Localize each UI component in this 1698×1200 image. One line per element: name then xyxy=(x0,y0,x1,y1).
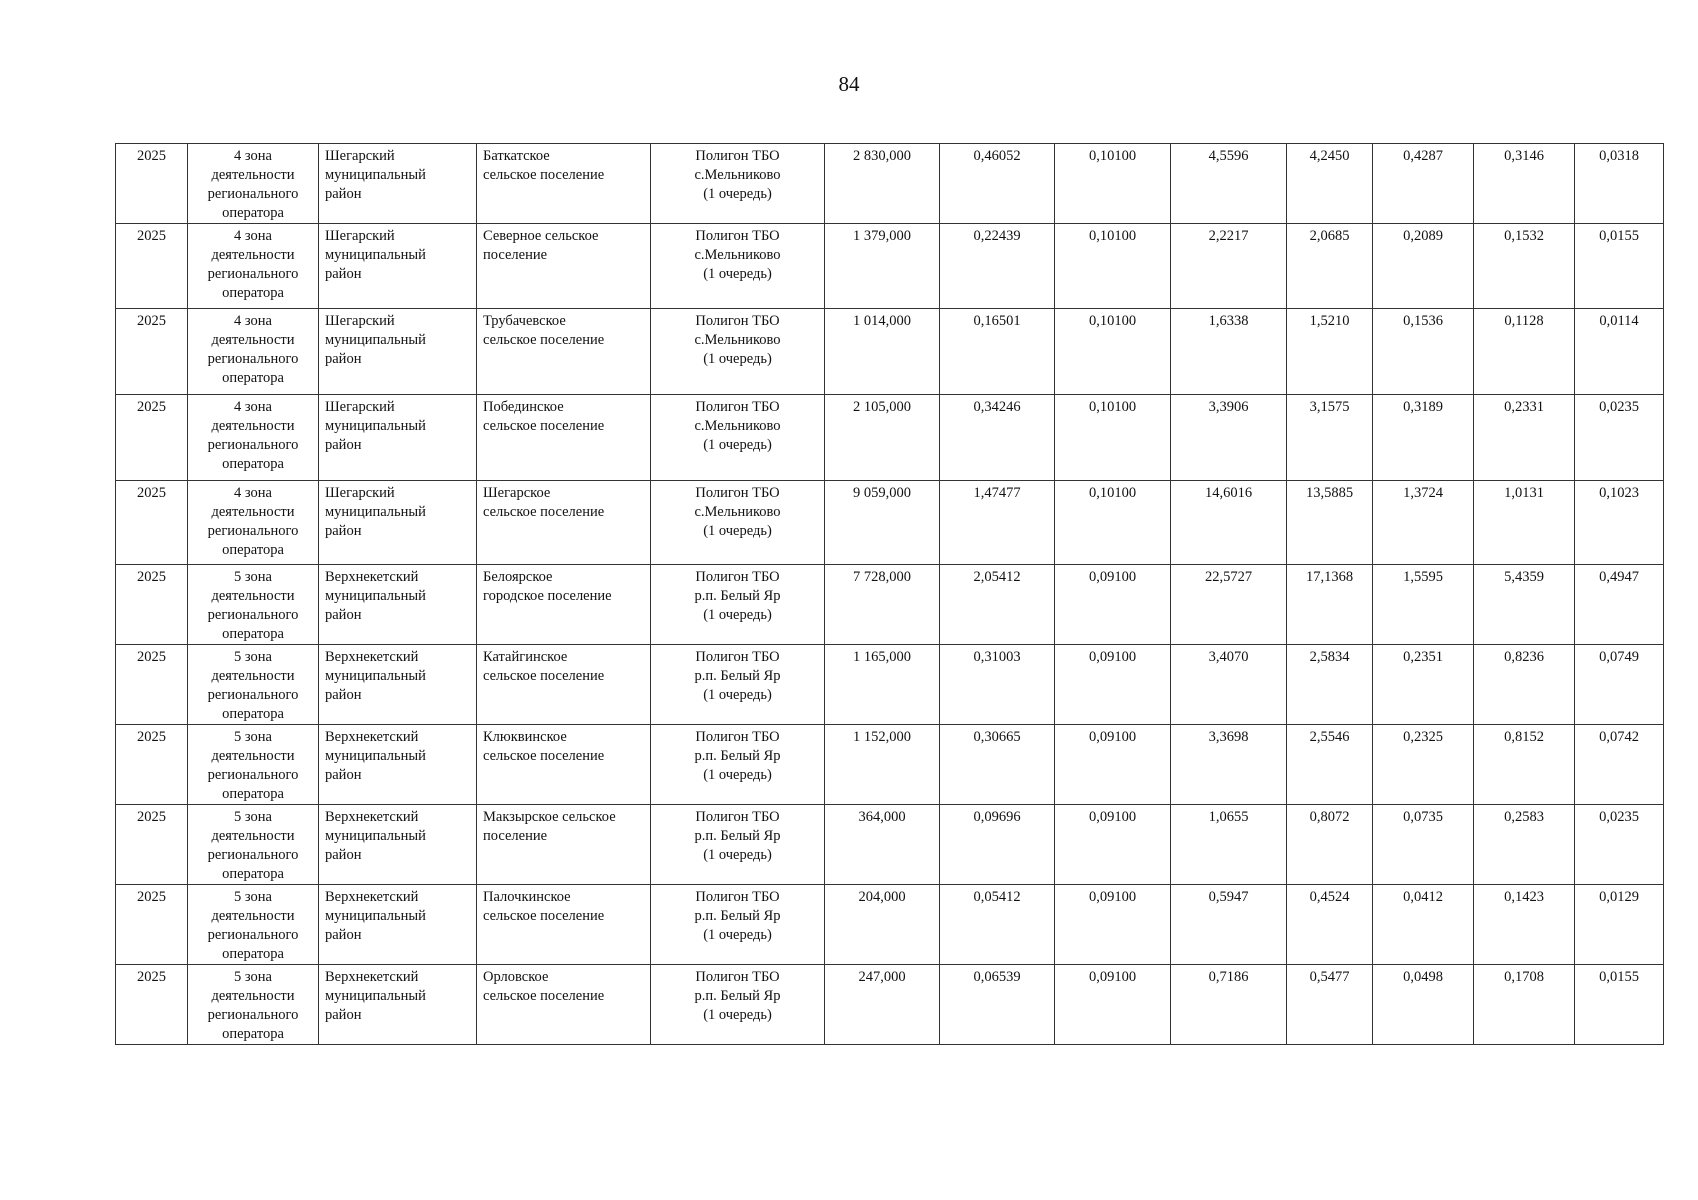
cell-settlement-line: Клюквинское xyxy=(483,729,567,745)
cell-value-4: 14,6016 xyxy=(1171,481,1287,565)
cell-value-8: 0,0155 xyxy=(1575,224,1664,309)
cell-value-1: 1 014,000 xyxy=(825,309,940,395)
cell-settlement xyxy=(477,481,651,565)
cell-value-7: 0,1532 xyxy=(1474,224,1575,309)
cell-value-5: 1,5210 xyxy=(1287,309,1373,395)
cell-value-8: 0,0114 xyxy=(1575,309,1664,395)
cell-settlement-line: Макзырское сельское xyxy=(483,809,616,825)
cell-facility-line: (1 очередь) xyxy=(703,437,772,453)
cell-district-line: муниципальный xyxy=(325,167,426,183)
cell-year: 2025 xyxy=(116,965,188,1045)
cell-zone-line: деятельности xyxy=(211,588,295,604)
cell-zone-line: 5 зона xyxy=(234,969,272,985)
cell-zone-line: деятельности xyxy=(211,908,295,924)
cell-value-6: 0,2351 xyxy=(1373,645,1474,725)
cell-year: 2025 xyxy=(116,309,188,395)
cell-zone xyxy=(188,805,319,885)
cell-value-4: 3,4070 xyxy=(1171,645,1287,725)
cell-value-5: 4,2450 xyxy=(1287,144,1373,224)
cell-district-line: муниципальный xyxy=(325,247,426,263)
cell-zone-line: регионального xyxy=(207,607,299,623)
cell-district-line: район xyxy=(325,687,362,703)
cell-zone-line: деятельности xyxy=(211,988,295,1004)
cell-value-3: 0,09100 xyxy=(1055,645,1171,725)
cell-settlement-line: Побединское xyxy=(483,399,564,415)
cell-facility-line: с.Мельниково xyxy=(694,247,781,263)
cell-value-7: 5,4359 xyxy=(1474,565,1575,645)
cell-zone-line: регионального xyxy=(207,767,299,783)
cell-zone-line: оператора xyxy=(222,1026,284,1042)
cell-facility-line: Полигон ТБО xyxy=(695,313,780,329)
cell-zone-line: регионального xyxy=(207,437,299,453)
cell-value-2: 0,34246 xyxy=(940,395,1055,481)
cell-district-line: муниципальный xyxy=(325,908,426,924)
cell-district-line: Шегарский xyxy=(325,399,395,415)
cell-zone-line: оператора xyxy=(222,205,284,221)
cell-zone-line: 5 зона xyxy=(234,729,272,745)
cell-zone xyxy=(188,645,319,725)
cell-settlement-line: Белоярское xyxy=(483,569,553,585)
cell-district-line: район xyxy=(325,767,362,783)
cell-value-3: 0,10100 xyxy=(1055,224,1171,309)
cell-facility-line: Полигон ТБО xyxy=(695,649,780,665)
cell-zone-line: деятельности xyxy=(211,748,295,764)
table-row xyxy=(116,805,1664,885)
cell-facility-line: (1 очередь) xyxy=(703,351,772,367)
cell-facility-line: с.Мельниково xyxy=(694,418,781,434)
table-body xyxy=(116,144,1664,1045)
cell-facility-line: Полигон ТБО xyxy=(695,228,780,244)
table-row xyxy=(116,885,1664,965)
cell-zone-line: оператора xyxy=(222,946,284,962)
cell-facility-line: (1 очередь) xyxy=(703,1007,772,1023)
cell-zone xyxy=(188,144,319,224)
cell-value-2: 1,47477 xyxy=(940,481,1055,565)
cell-settlement-line: сельское поселение xyxy=(483,908,605,924)
cell-facility-line: Полигон ТБО xyxy=(695,809,780,825)
cell-value-1: 2 105,000 xyxy=(825,395,940,481)
cell-value-4: 1,6338 xyxy=(1171,309,1287,395)
cell-district xyxy=(319,965,477,1045)
cell-year: 2025 xyxy=(116,144,188,224)
waste-data-table xyxy=(115,143,1664,1045)
cell-zone-line: 4 зона xyxy=(234,399,272,415)
cell-value-4: 0,5947 xyxy=(1171,885,1287,965)
cell-value-1: 7 728,000 xyxy=(825,565,940,645)
cell-settlement-line: поселение xyxy=(483,247,548,263)
cell-settlement xyxy=(477,395,651,481)
cell-facility-line: с.Мельниково xyxy=(694,167,781,183)
cell-value-3: 0,09100 xyxy=(1055,565,1171,645)
cell-settlement-line: сельское поселение xyxy=(483,668,605,684)
cell-settlement-line: сельское поселение xyxy=(483,748,605,764)
cell-zone-line: оператора xyxy=(222,542,284,558)
cell-settlement-line: сельское поселение xyxy=(483,418,605,434)
cell-value-2: 0,16501 xyxy=(940,309,1055,395)
cell-zone-line: регионального xyxy=(207,186,299,202)
cell-value-4: 3,3906 xyxy=(1171,395,1287,481)
cell-district-line: район xyxy=(325,607,362,623)
cell-facility-line: с.Мельниково xyxy=(694,504,781,520)
cell-facility-line: р.п. Белый Яр xyxy=(694,988,781,1004)
cell-value-5: 3,1575 xyxy=(1287,395,1373,481)
cell-district xyxy=(319,725,477,805)
cell-value-1: 2 830,000 xyxy=(825,144,940,224)
cell-value-2: 0,31003 xyxy=(940,645,1055,725)
cell-zone-line: регионального xyxy=(207,523,299,539)
cell-facility xyxy=(651,565,825,645)
cell-facility-line: (1 очередь) xyxy=(703,847,772,863)
cell-zone-line: оператора xyxy=(222,706,284,722)
cell-district-line: район xyxy=(325,927,362,943)
cell-zone-line: деятельности xyxy=(211,828,295,844)
cell-value-8: 0,0742 xyxy=(1575,725,1664,805)
cell-zone-line: оператора xyxy=(222,626,284,642)
cell-settlement-line: Катайгинское xyxy=(483,649,568,665)
cell-district xyxy=(319,565,477,645)
cell-value-7: 0,3146 xyxy=(1474,144,1575,224)
cell-facility xyxy=(651,144,825,224)
cell-value-5: 2,0685 xyxy=(1287,224,1373,309)
table-row xyxy=(116,565,1664,645)
table-row xyxy=(116,395,1664,481)
cell-facility-line: р.п. Белый Яр xyxy=(694,588,781,604)
cell-zone-line: регионального xyxy=(207,351,299,367)
cell-value-1: 247,000 xyxy=(825,965,940,1045)
cell-facility-line: Полигон ТБО xyxy=(695,889,780,905)
cell-value-8: 0,0155 xyxy=(1575,965,1664,1045)
cell-value-7: 0,8236 xyxy=(1474,645,1575,725)
cell-zone-line: регионального xyxy=(207,687,299,703)
cell-year: 2025 xyxy=(116,885,188,965)
table-row xyxy=(116,645,1664,725)
cell-settlement xyxy=(477,805,651,885)
cell-zone xyxy=(188,481,319,565)
cell-value-7: 0,2583 xyxy=(1474,805,1575,885)
cell-facility-line: (1 очередь) xyxy=(703,687,772,703)
cell-zone-line: регионального xyxy=(207,266,299,282)
cell-district-line: муниципальный xyxy=(325,828,426,844)
cell-value-6: 0,2325 xyxy=(1373,725,1474,805)
cell-district-line: муниципальный xyxy=(325,418,426,434)
cell-district-line: Шегарский xyxy=(325,148,395,164)
cell-zone-line: 5 зона xyxy=(234,809,272,825)
cell-zone-line: оператора xyxy=(222,786,284,802)
cell-district xyxy=(319,309,477,395)
cell-settlement-line: сельское поселение xyxy=(483,988,605,1004)
cell-facility xyxy=(651,481,825,565)
cell-value-8: 0,0749 xyxy=(1575,645,1664,725)
cell-district-line: район xyxy=(325,1007,362,1023)
cell-zone-line: оператора xyxy=(222,370,284,386)
cell-value-5: 17,1368 xyxy=(1287,565,1373,645)
cell-value-2: 0,05412 xyxy=(940,885,1055,965)
cell-value-5: 2,5834 xyxy=(1287,645,1373,725)
cell-value-8: 0,4947 xyxy=(1575,565,1664,645)
cell-zone-line: деятельности xyxy=(211,247,295,263)
cell-value-5: 0,4524 xyxy=(1287,885,1373,965)
cell-value-8: 0,0129 xyxy=(1575,885,1664,965)
cell-value-3: 0,09100 xyxy=(1055,885,1171,965)
cell-facility xyxy=(651,645,825,725)
cell-district-line: Верхнекетский xyxy=(325,569,419,585)
cell-settlement xyxy=(477,309,651,395)
cell-facility xyxy=(651,805,825,885)
cell-facility-line: (1 очередь) xyxy=(703,607,772,623)
cell-district-line: Верхнекетский xyxy=(325,729,419,745)
cell-facility-line: Полигон ТБО xyxy=(695,969,780,985)
cell-district xyxy=(319,805,477,885)
cell-value-6: 0,0498 xyxy=(1373,965,1474,1045)
cell-value-2: 0,06539 xyxy=(940,965,1055,1045)
cell-facility-line: с.Мельниково xyxy=(694,332,781,348)
cell-value-8: 0,0235 xyxy=(1575,805,1664,885)
cell-year: 2025 xyxy=(116,224,188,309)
cell-value-5: 0,8072 xyxy=(1287,805,1373,885)
cell-value-2: 0,30665 xyxy=(940,725,1055,805)
cell-district-line: район xyxy=(325,437,362,453)
cell-settlement xyxy=(477,965,651,1045)
cell-district-line: Верхнекетский xyxy=(325,889,419,905)
cell-settlement-line: сельское поселение xyxy=(483,332,605,348)
cell-value-7: 0,8152 xyxy=(1474,725,1575,805)
cell-facility-line: Полигон ТБО xyxy=(695,399,780,415)
cell-value-1: 1 165,000 xyxy=(825,645,940,725)
cell-value-1: 1 379,000 xyxy=(825,224,940,309)
cell-value-6: 0,3189 xyxy=(1373,395,1474,481)
cell-year: 2025 xyxy=(116,395,188,481)
cell-facility-line: Полигон ТБО xyxy=(695,148,780,164)
cell-facility-line: Полигон ТБО xyxy=(695,485,780,501)
cell-value-6: 0,4287 xyxy=(1373,144,1474,224)
cell-district xyxy=(319,144,477,224)
cell-zone-line: 4 зона xyxy=(234,313,272,329)
cell-value-6: 1,5595 xyxy=(1373,565,1474,645)
cell-value-6: 1,3724 xyxy=(1373,481,1474,565)
cell-facility-line: р.п. Белый Яр xyxy=(694,668,781,684)
cell-settlement-line: городское поселение xyxy=(483,588,612,604)
cell-zone-line: 5 зона xyxy=(234,649,272,665)
cell-settlement-line: Орловское xyxy=(483,969,549,985)
cell-value-4: 0,7186 xyxy=(1171,965,1287,1045)
cell-district xyxy=(319,885,477,965)
cell-facility-line: (1 очередь) xyxy=(703,927,772,943)
cell-zone-line: 5 зона xyxy=(234,889,272,905)
table-row xyxy=(116,309,1664,395)
cell-zone xyxy=(188,224,319,309)
cell-facility-line: р.п. Белый Яр xyxy=(694,748,781,764)
cell-value-4: 1,0655 xyxy=(1171,805,1287,885)
cell-value-3: 0,09100 xyxy=(1055,805,1171,885)
cell-value-7: 0,2331 xyxy=(1474,395,1575,481)
cell-facility-line: (1 очередь) xyxy=(703,767,772,783)
cell-value-6: 0,0735 xyxy=(1373,805,1474,885)
cell-value-3: 0,09100 xyxy=(1055,725,1171,805)
cell-settlement xyxy=(477,144,651,224)
cell-facility-line: (1 очередь) xyxy=(703,266,772,282)
cell-district-line: муниципальный xyxy=(325,988,426,1004)
cell-zone-line: деятельности xyxy=(211,418,295,434)
cell-value-2: 2,05412 xyxy=(940,565,1055,645)
table-row xyxy=(116,144,1664,224)
cell-district xyxy=(319,224,477,309)
cell-zone-line: 4 зона xyxy=(234,148,272,164)
cell-value-3: 0,10100 xyxy=(1055,309,1171,395)
cell-settlement-line: поселение xyxy=(483,828,548,844)
cell-district-line: Шегарский xyxy=(325,485,395,501)
cell-district-line: район xyxy=(325,186,362,202)
cell-value-4: 4,5596 xyxy=(1171,144,1287,224)
cell-year: 2025 xyxy=(116,645,188,725)
cell-value-4: 3,3698 xyxy=(1171,725,1287,805)
cell-value-8: 0,1023 xyxy=(1575,481,1664,565)
cell-zone-line: оператора xyxy=(222,866,284,882)
cell-district-line: район xyxy=(325,266,362,282)
cell-district-line: район xyxy=(325,847,362,863)
cell-facility xyxy=(651,309,825,395)
cell-zone-line: 4 зона xyxy=(234,228,272,244)
cell-zone xyxy=(188,565,319,645)
cell-district xyxy=(319,481,477,565)
cell-year: 2025 xyxy=(116,481,188,565)
cell-zone xyxy=(188,395,319,481)
cell-district-line: район xyxy=(325,351,362,367)
cell-settlement xyxy=(477,885,651,965)
cell-district-line: муниципальный xyxy=(325,332,426,348)
cell-zone-line: 5 зона xyxy=(234,569,272,585)
cell-facility xyxy=(651,725,825,805)
cell-facility-line: Полигон ТБО xyxy=(695,569,780,585)
cell-value-4: 22,5727 xyxy=(1171,565,1287,645)
cell-value-5: 13,5885 xyxy=(1287,481,1373,565)
table-row xyxy=(116,965,1664,1045)
cell-value-5: 2,5546 xyxy=(1287,725,1373,805)
cell-value-3: 0,10100 xyxy=(1055,144,1171,224)
cell-district xyxy=(319,645,477,725)
cell-settlement-line: Палочкинское xyxy=(483,889,571,905)
cell-value-4: 2,2217 xyxy=(1171,224,1287,309)
cell-facility-line: Полигон ТБО xyxy=(695,729,780,745)
cell-value-6: 0,1536 xyxy=(1373,309,1474,395)
cell-value-7: 1,0131 xyxy=(1474,481,1575,565)
cell-zone-line: деятельности xyxy=(211,167,295,183)
cell-value-2: 0,09696 xyxy=(940,805,1055,885)
cell-settlement-line: сельское поселение xyxy=(483,167,605,183)
cell-district-line: муниципальный xyxy=(325,504,426,520)
cell-zone-line: регионального xyxy=(207,847,299,863)
cell-settlement-line: Баткатское xyxy=(483,148,550,164)
cell-zone xyxy=(188,309,319,395)
cell-settlement xyxy=(477,565,651,645)
cell-value-3: 0,09100 xyxy=(1055,965,1171,1045)
cell-facility xyxy=(651,965,825,1045)
cell-settlement xyxy=(477,224,651,309)
cell-facility-line: (1 очередь) xyxy=(703,523,772,539)
cell-year: 2025 xyxy=(116,565,188,645)
cell-district-line: район xyxy=(325,523,362,539)
cell-zone-line: оператора xyxy=(222,285,284,301)
cell-value-1: 1 152,000 xyxy=(825,725,940,805)
cell-zone-line: деятельности xyxy=(211,332,295,348)
cell-value-7: 0,1423 xyxy=(1474,885,1575,965)
cell-value-2: 0,22439 xyxy=(940,224,1055,309)
cell-zone-line: деятельности xyxy=(211,668,295,684)
cell-facility-line: р.п. Белый Яр xyxy=(694,828,781,844)
cell-value-6: 0,0412 xyxy=(1373,885,1474,965)
cell-value-1: 9 059,000 xyxy=(825,481,940,565)
cell-district-line: муниципальный xyxy=(325,748,426,764)
cell-district-line: Шегарский xyxy=(325,313,395,329)
cell-value-3: 0,10100 xyxy=(1055,395,1171,481)
cell-settlement-line: Северное сельское xyxy=(483,228,599,244)
cell-settlement xyxy=(477,725,651,805)
cell-value-1: 364,000 xyxy=(825,805,940,885)
cell-value-8: 0,0235 xyxy=(1575,395,1664,481)
table-row xyxy=(116,481,1664,565)
cell-settlement-line: Шегарское xyxy=(483,485,551,501)
cell-value-7: 0,1708 xyxy=(1474,965,1575,1045)
cell-facility-line: (1 очередь) xyxy=(703,186,772,202)
cell-settlement xyxy=(477,645,651,725)
cell-settlement-line: Трубачевское xyxy=(483,313,566,329)
cell-zone xyxy=(188,965,319,1045)
cell-value-7: 0,1128 xyxy=(1474,309,1575,395)
table-row xyxy=(116,725,1664,805)
cell-district-line: Верхнекетский xyxy=(325,809,419,825)
cell-zone-line: 4 зона xyxy=(234,485,272,501)
cell-district-line: Шегарский xyxy=(325,228,395,244)
cell-zone-line: регионального xyxy=(207,1007,299,1023)
cell-district xyxy=(319,395,477,481)
cell-facility xyxy=(651,885,825,965)
cell-zone-line: оператора xyxy=(222,456,284,472)
cell-value-5: 0,5477 xyxy=(1287,965,1373,1045)
cell-facility-line: р.п. Белый Яр xyxy=(694,908,781,924)
cell-district-line: муниципальный xyxy=(325,588,426,604)
cell-value-2: 0,46052 xyxy=(940,144,1055,224)
cell-facility xyxy=(651,224,825,309)
cell-value-3: 0,10100 xyxy=(1055,481,1171,565)
cell-zone-line: деятельности xyxy=(211,504,295,520)
cell-settlement-line: сельское поселение xyxy=(483,504,605,520)
cell-value-6: 0,2089 xyxy=(1373,224,1474,309)
page-number: 84 xyxy=(838,72,860,96)
cell-value-8: 0,0318 xyxy=(1575,144,1664,224)
cell-zone-line: регионального xyxy=(207,927,299,943)
cell-year: 2025 xyxy=(116,805,188,885)
cell-district-line: Верхнекетский xyxy=(325,969,419,985)
cell-zone xyxy=(188,885,319,965)
cell-value-1: 204,000 xyxy=(825,885,940,965)
cell-district-line: Верхнекетский xyxy=(325,649,419,665)
cell-zone xyxy=(188,725,319,805)
cell-district-line: муниципальный xyxy=(325,668,426,684)
table-row xyxy=(116,224,1664,309)
cell-year: 2025 xyxy=(116,725,188,805)
cell-facility xyxy=(651,395,825,481)
